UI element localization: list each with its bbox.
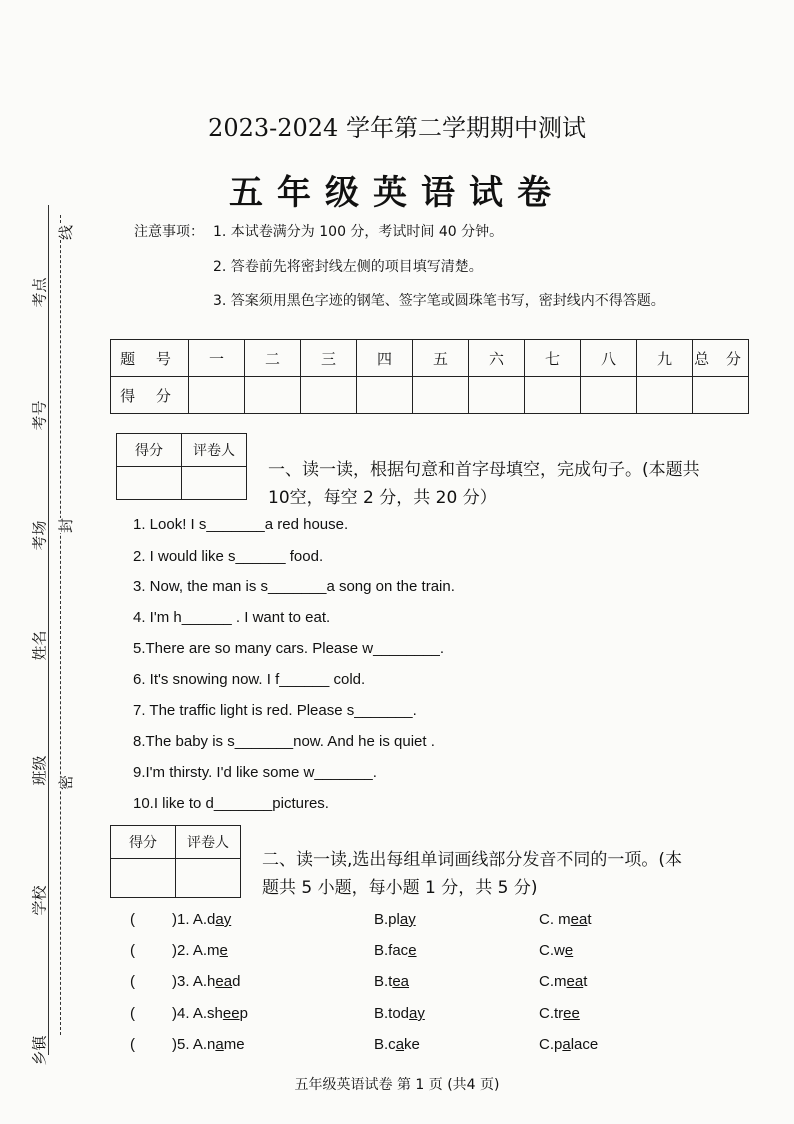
sidebar-label-township: 乡镇 [30,1035,49,1066]
option-c-text: C.w [539,942,565,959]
option-b-underlined: a [395,1036,405,1053]
answer-paren[interactable]: ( [130,1005,135,1022]
option-a-underlined: ay [215,911,232,928]
score-table-header-cell: 总 分 [693,340,749,377]
score-table-header-cell: 五 [413,340,469,377]
section1-question-2: 2. I would like s______ food. [133,548,324,565]
score-table-header-cell: 三 [301,340,357,377]
option-a-text: d [207,911,216,928]
option-b-underlined: e [408,942,417,959]
score-cell[interactable] [413,377,469,414]
option-c [539,1036,598,1053]
section1-question-8: 8.The baby is s_______now. And he is quiet . [133,733,435,750]
grader-box-score-cell[interactable] [111,859,176,898]
option-c-text: t [583,973,588,990]
section1-grader-box [116,433,247,500]
grader-box-grader-label: 评卷人 [176,826,241,859]
option-c-text: C.p [539,1036,563,1053]
answer-blank [130,911,135,928]
option-c-underlined: a [562,1036,571,1053]
grader-box-grader-cell[interactable] [182,467,247,500]
question-number: )2. A. [172,942,208,959]
score-table-header-cell: 四 [357,340,413,377]
grader-box-score-label: 得分 [117,434,182,467]
notes-item-1: 1. 本试卷满分为 100 分，考试时间 40 分钟。 [213,224,504,240]
option-c-text: t [587,911,592,928]
sidebar-label-exam-room: 考场 [30,520,49,551]
option-a-underlined: a [215,1036,224,1053]
sidebar-label-exam-number: 考号 [30,400,49,431]
section1-question-3: 3. Now, the man is s_______a song on the train. [133,578,455,595]
score-table-header-cell: 题 号 [111,340,189,377]
score-cell[interactable] [581,377,637,414]
notes-item-2: 2. 答卷前先将密封线左侧的项目填写清楚。 [213,259,483,275]
section1-title: 一、读一读，根据句意和首字母填空，完成句子。(本题共 [268,460,700,480]
sidebar-label-class: 班级 [30,755,49,786]
option-b-underlined: ea [392,973,410,990]
sidebar-label-name: 姓名 [30,630,49,661]
notes-label: 注意事项： [134,224,204,240]
option-b-text: ke [404,1036,420,1053]
option-c [539,942,573,959]
score-cell[interactable] [189,377,245,414]
option-a-text: d [232,973,241,990]
question-number: )3. A. [172,973,208,990]
seal-word-secret: 密 [57,774,76,791]
section1-question-9: 9.I'm thirsty. I'd like some w_______. [133,764,377,781]
answer-blank [130,1005,135,1022]
option-b [374,1036,420,1053]
section2-title-cont: 题共 5 小题，每小题 1 分，共 5 分) [262,878,538,898]
option-a [172,942,228,959]
question-number: )1. A. [172,911,208,928]
answer-paren[interactable]: ( [130,942,135,959]
score-cell[interactable] [525,377,581,414]
score-cell[interactable] [357,377,413,414]
option-b [374,942,417,959]
option-b [374,1005,425,1022]
score-table-header-cell: 六 [469,340,525,377]
answer-blank [130,1036,135,1053]
score-table [110,339,749,414]
option-c-underlined: ea [570,911,588,928]
grader-box-grader-label: 评卷人 [182,434,247,467]
grader-box-grader-cell[interactable] [176,859,241,898]
section2-title: 二、读一读,选出每组单词画线部分发音不同的一项。(本 [262,850,683,870]
grader-box-score-cell[interactable] [117,467,182,500]
score-cell[interactable] [469,377,525,414]
answer-blank [130,973,135,990]
option-c-text: C.m [539,973,567,990]
section1-question-7: 7. The traffic light is red. Please s_______. [133,702,417,719]
option-b-underlined: ay [399,911,416,928]
option-a [172,973,240,990]
seal-dashed-line [60,215,61,1035]
option-a-text: n [207,1036,216,1053]
sidebar-label-school: 学校 [30,885,49,916]
section1-title-cont: 10空，每空 2 分，共 20 分） [268,488,497,508]
section1-question-10: 10.I like to d_______pictures. [133,795,329,812]
option-c-text: C. m [539,911,571,928]
option-a-text: p [239,1005,248,1022]
section1-question-4: 4. I'm h______ . I want to eat. [133,609,331,626]
exam-subject-title: 五年级英语试卷 [229,173,565,213]
option-b-text: B.c [374,1036,396,1053]
sidebar-label-exam-site: 考点 [30,277,49,308]
score-table-score-row [111,377,749,414]
section1-question-5: 5.There are so many cars. Please w________. [133,640,445,657]
exam-term-title: 2023-2024 学年第二学期期中测试 [208,114,586,142]
section1-question-1: 1. Look! I s_______a red house. [133,516,349,533]
option-c-underlined: e [564,942,574,959]
option-a [172,1036,245,1053]
option-a [172,1005,248,1022]
grader-box-score-label: 得分 [111,826,176,859]
option-a-text: sh [207,1005,223,1022]
option-b-text: B.tod [374,1005,410,1022]
question-number: )4. A. [172,1005,208,1022]
page-footer: 五年级英语试卷 第 1 页 (共4 页) [294,1077,500,1093]
option-b-underlined: ay [409,1005,425,1022]
answer-paren[interactable]: ( [130,973,135,990]
score-cell[interactable] [245,377,301,414]
score-table-header-cell: 二 [245,340,301,377]
score-table-header-cell: 七 [525,340,581,377]
option-b-text: B.fac [374,942,409,959]
section2-grader-box [110,825,241,898]
seal-word-line: 线 [57,224,76,241]
option-c-underlined: ea [566,973,584,990]
notes-item-3: 3. 答案须用黑色字迹的钢笔、签字笔或圆珠笔书写，密封线内不得答题。 [213,293,665,309]
section1-question-6: 6. It's snowing now. I f______ cold. [133,671,366,688]
option-a [172,911,231,928]
score-cell[interactable] [693,377,749,414]
score-cell[interactable] [301,377,357,414]
answer-paren[interactable]: ( [130,1036,135,1053]
option-c [539,1005,580,1022]
option-c [539,973,587,990]
score-table-score-label: 得 分 [111,377,189,414]
option-a-underlined: e [219,942,228,959]
option-a-underlined: ea [215,973,233,990]
answer-blank [130,942,135,959]
answer-paren[interactable]: ( [130,911,135,928]
score-cell[interactable] [637,377,693,414]
option-b-text: B.pl [374,911,400,928]
option-c-text: lace [570,1036,599,1053]
option-a-text: me [223,1036,245,1053]
option-c [539,911,592,928]
option-a-text: m [207,942,220,959]
option-c-text: C.tr [539,1005,564,1022]
seal-word-seal: 封 [57,517,76,534]
score-table-header-row [111,340,749,377]
score-table-header-cell: 九 [637,340,693,377]
option-c-underlined: ee [563,1005,580,1022]
option-a-text: h [207,973,216,990]
option-b [374,911,416,928]
option-a-underlined: ee [222,1005,240,1022]
option-b-text: B.t [374,973,393,990]
score-table-header-cell: 八 [581,340,637,377]
question-number: )5. A. [172,1036,208,1053]
score-table-header-cell: 一 [189,340,245,377]
option-b [374,973,409,990]
